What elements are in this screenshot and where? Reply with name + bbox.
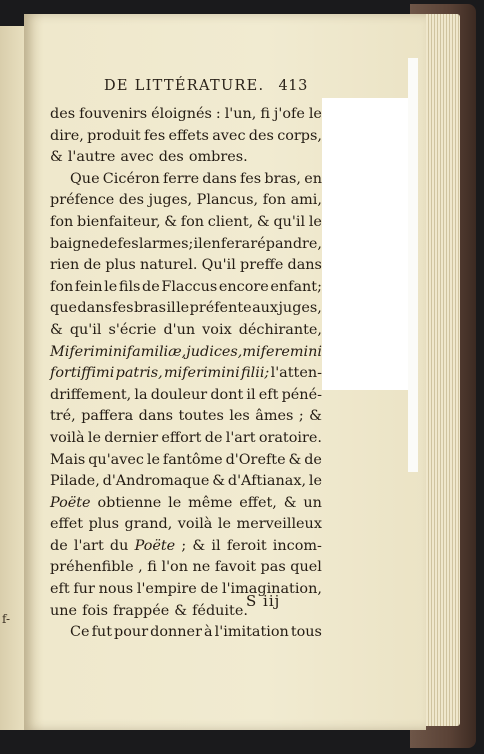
text-line [50,190,322,212]
text-word: plus [88,516,120,533]
text-word: l'empire [136,581,197,598]
text-word: fur [73,581,95,598]
text-word: dont [210,386,244,403]
text-word: fut [91,624,112,641]
text-word: des [248,127,274,144]
text-word: qu'il [69,321,102,338]
text-line [50,363,322,385]
text-word: fein [74,278,103,295]
text-line [50,169,322,191]
text-word: avec [120,149,154,166]
text-word: l'art [73,537,104,554]
text-word: ami, [290,192,322,209]
text-word: dans [138,408,174,425]
text-word: fon [50,213,74,230]
text-word: enfant; [270,278,322,295]
text-word: en [202,235,221,252]
text-word: effort [161,429,202,446]
text-word: larmes; [138,235,194,252]
text-word: fes [239,170,262,187]
text-word: de [204,429,223,446]
text-word: déchirante, [238,321,322,338]
text-word: & [309,408,322,425]
text-word: ne [192,559,211,576]
text-word: voilà [177,516,213,533]
facing-page-mark: f- [2,612,11,626]
text-line [50,277,322,299]
facing-page-edge [0,26,25,730]
text-word: fois [82,602,109,619]
text-word: d'Andromaque [102,473,210,490]
text-word: fon [262,192,286,209]
text-word: Poëte [134,537,176,554]
text-word: tré, [50,408,76,425]
text-word: il [246,386,256,403]
text-word: patris, [115,365,163,382]
text-word: le [308,473,322,490]
text-word: une [50,602,78,619]
text-word: âmes [255,408,294,425]
text-word: ; [181,537,187,554]
text-word: juges, [278,300,322,317]
text-line [50,385,322,407]
text-word: Flaccus [161,278,218,295]
text-word: répandre, [250,235,322,252]
text-line [50,104,322,126]
text-word: des [50,106,76,122]
text-word: l'art [225,429,256,446]
text-line [50,147,322,169]
text-word: fon [50,278,74,295]
text-line [50,126,322,148]
text-word: effets [168,127,209,144]
text-word: féduite. [192,602,248,619]
text-word: nous [98,581,134,598]
text-word: favoit [214,559,256,576]
text-word: fon [180,213,205,230]
text-word: ; [298,408,304,425]
text-word: à [204,624,213,641]
text-word: fi [260,106,270,122]
text-line [50,406,322,428]
text-word: & [283,494,297,511]
text-word: le [308,106,322,122]
text-word: produit [87,127,141,144]
text-word: de [83,257,102,274]
text-word: corps, [277,127,322,144]
text-line [50,212,322,234]
text-word: plus [105,257,136,274]
text-word: dans [77,300,112,317]
white-overlay-patch [322,98,418,390]
text-word: & [50,149,63,166]
text-word: des [118,192,145,209]
text-word: la [134,386,148,403]
text-word: preffe [239,257,284,274]
text-word: & [50,321,63,338]
text-word: Plancus, [196,192,259,209]
running-header [104,78,308,94]
text-word: péné- [281,386,322,403]
text-word: familiæ, [126,343,187,360]
text-word: & [256,213,270,230]
text-word: fils [118,278,141,295]
text-word: l'autre [67,149,116,166]
text-word: l'atten- [270,365,322,382]
text-word: Mais [50,451,86,468]
text-line [50,514,322,536]
text-word: Pilade, [50,473,100,490]
text-word: de [304,451,322,468]
text-word: le [176,300,190,317]
text-word: fortiffimi [50,365,115,382]
text-word: fes [112,300,134,317]
text-word: le [146,451,160,468]
text-word: eft [50,581,70,598]
text-word: en [304,170,322,187]
text-word: fantôme [162,451,223,468]
text-word: dans [202,170,237,187]
text-word: , [138,559,143,576]
text-word: l'un, [224,106,257,122]
text-word: & [212,473,226,490]
text-line [50,601,322,623]
text-word: rien [50,257,80,274]
text-line [50,579,322,601]
text-word: bras [133,300,167,317]
text-word: dernier [104,429,159,446]
text-word: Miferimini [50,343,127,360]
text-word: miferemini [242,343,322,360]
text-word: naturel. [139,257,198,274]
text-word: Que [70,170,100,187]
text-word: éloignés [151,106,212,122]
text-word: de [50,537,68,554]
text-word: des [158,149,184,166]
text-word: merveilleux [236,516,322,533]
text-word: quel [290,559,322,576]
text-word: il [211,537,221,554]
text-word: Poëte [50,494,91,511]
text-word: & [288,451,302,468]
text-word: pour [114,624,149,641]
text-word: s'écrie [108,321,157,338]
text-word: & [192,537,206,554]
text-word: effet [50,516,84,533]
text-word: juges, [148,192,193,209]
text-word: préfence [50,192,115,209]
text-word: de [142,278,160,295]
text-word: dans [287,257,322,274]
text-word: fes [117,235,139,252]
body-text [50,104,322,644]
text-word: le [168,494,182,511]
text-word: le [217,516,232,533]
text-word: que [50,300,77,317]
text-word: l'on [161,559,188,576]
text-word: avec [212,127,246,144]
text-word: l'imitation [214,624,289,641]
text-word: j'ofe [273,106,305,122]
text-word: feroit [226,537,267,554]
text-word: il [166,300,176,317]
text-word: dire, [50,127,84,144]
text-word: d'Orefte [225,451,286,468]
text-line [50,298,322,320]
text-word: donner [150,624,202,641]
text-line [50,622,322,644]
text-word: ferre [162,170,200,187]
text-word: qu'avec [88,451,144,468]
text-line [50,536,322,558]
text-word: pas [260,559,286,576]
text-word: fi [147,559,157,576]
text-word: Qu'il [201,257,236,274]
text-word: driffement, [50,386,132,403]
text-word: d'un [163,321,196,338]
text-word: encore [218,278,269,295]
text-word: grand, [124,516,173,533]
text-word: oratoire. [258,429,322,446]
text-word: bienfaiteur, [76,213,161,230]
text-word: les [229,408,250,425]
running-title: DE LITTÉRATURE. [104,78,265,94]
text-word: Ce [70,624,90,641]
text-line [50,471,322,493]
text-word: toutes [178,408,224,425]
text-word: d'Aftianax, [227,473,307,490]
text-word: qu'il [273,213,306,230]
page-number: 413 [278,78,308,94]
text-word: & [174,602,188,619]
text-word: filii; [241,365,270,382]
signature-mark: S iij [246,592,281,610]
text-word: préfente [189,300,252,317]
text-word: paffera [81,408,134,425]
text-word: bras, [264,170,301,187]
text-word: : [215,106,221,122]
text-word: douleur [150,386,208,403]
text-line [50,234,322,256]
text-word: fera [220,235,251,252]
text-word: tous [290,624,322,641]
text-word: le [87,429,101,446]
text-line [50,493,322,515]
text-word: il [193,235,203,252]
text-word: client, [207,213,254,230]
text-word: voix [202,321,232,338]
text-word: aux [252,300,279,317]
text-word: eft [258,386,279,403]
text-word: judices, [186,343,243,360]
text-word: frappée [113,602,170,619]
text-line [50,557,322,579]
text-word: obtienne [97,494,162,511]
text-line [50,450,322,472]
text-word: baigne [50,235,100,252]
text-word: fes [143,127,166,144]
text-word: ombres. [188,149,248,166]
text-word: de [200,581,219,598]
text-word: voilà [50,429,85,446]
text-word: le [104,278,118,295]
text-word: Cicéron [102,170,160,187]
text-word: incom- [272,537,322,554]
text-word: du [109,537,129,554]
text-line [50,342,322,364]
text-word: & [164,213,178,230]
text-word: préhenfible [50,559,134,576]
text-word: effet, [239,494,277,511]
text-word: fouvenirs [79,106,148,122]
text-line [50,255,322,277]
text-word: un [303,494,322,511]
text-word: miferimini [163,365,240,382]
text-word: de [99,235,118,252]
white-overlay-strip [408,58,418,472]
text-line [50,428,322,450]
text-word: même [188,494,233,511]
text-line [50,320,322,342]
text-word: le [308,213,322,230]
text-word: l'imagination, [221,581,322,598]
